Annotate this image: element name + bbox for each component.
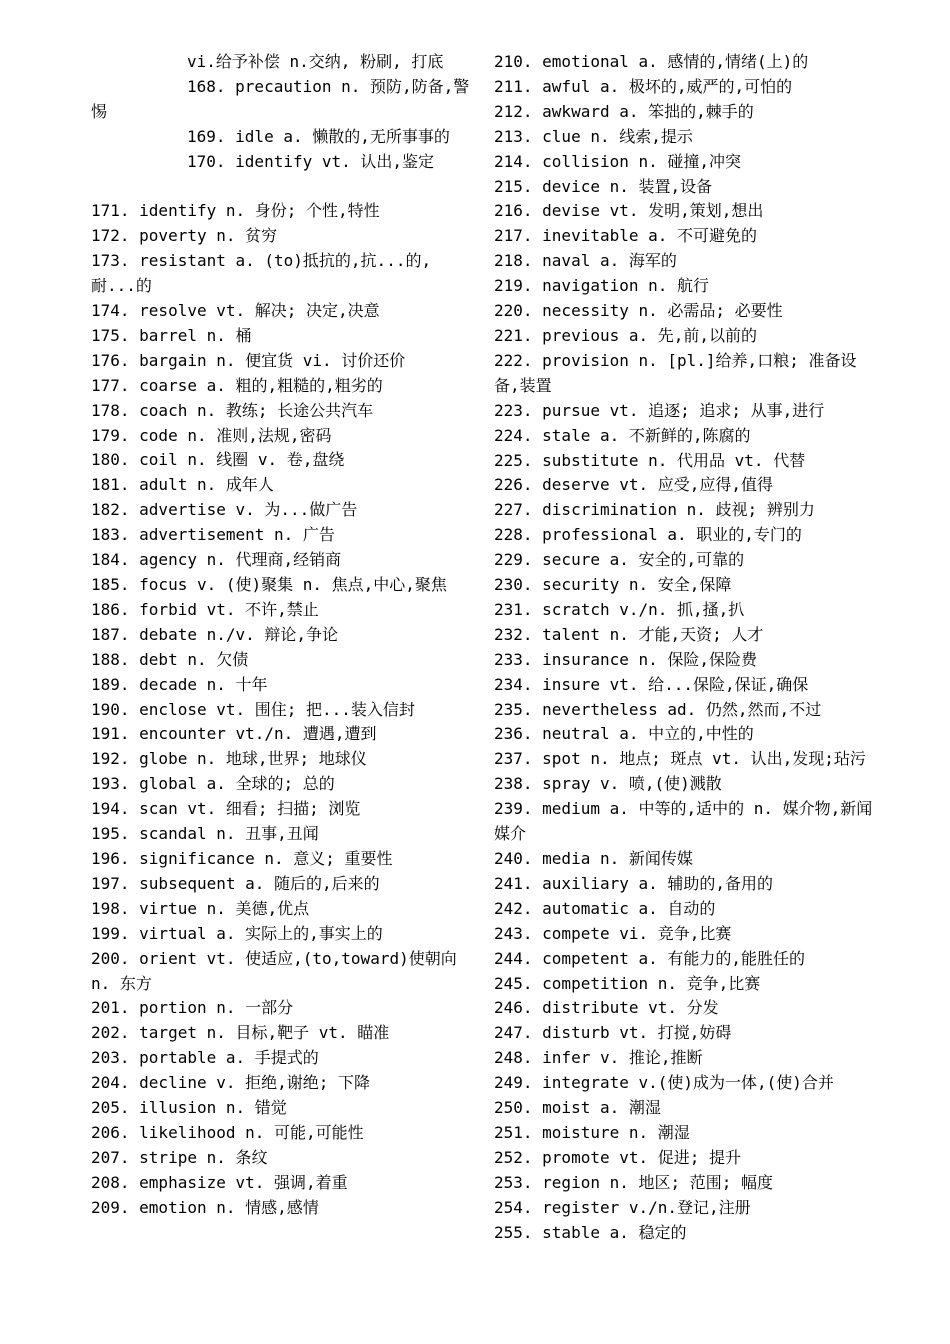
vocab-entry: 168. precaution n. 预防,防备,警惕 — [91, 76, 470, 121]
vocab-entry: 247. disturb vt. 打搅,妨碍 — [494, 1023, 732, 1043]
vocab-entry: 199. virtual a. 实际上的,事实上的 — [91, 923, 383, 943]
vocab-entry: 186. forbid vt. 不许,禁止 — [91, 599, 319, 619]
vocab-entry: 201. portion n. 一部分 — [91, 998, 294, 1018]
vocab-entry: 183. advertisement n. 广告 — [91, 525, 335, 545]
vocab-entry: 202. target n. 目标,靶子 vt. 瞄准 — [91, 1023, 390, 1043]
vocab-entry: 188. debt n. 欠债 — [91, 649, 249, 669]
vocab-entry: 194. scan vt. 细看; 扫描; 浏览 — [91, 799, 361, 819]
vocab-entry: 196. significance n. 意义; 重要性 — [91, 848, 393, 868]
vocab-entry: 233. insurance n. 保险,保险费 — [494, 649, 758, 669]
vocab-entry: 207. stripe n. 条纹 — [91, 1147, 268, 1167]
vocab-entry: 230. security n. 安全,保障 — [494, 575, 732, 595]
vocab-entry: 211. awful a. 极坏的,威严的,可怕的 — [494, 76, 793, 96]
vocab-entry: 255. stable a. 稳定的 — [494, 1222, 687, 1242]
vocab-entry: 213. clue n. 线索,提示 — [494, 126, 693, 146]
vocab-entry: 204. decline v. 拒绝,谢绝; 下降 — [91, 1073, 371, 1093]
vocab-entry: 229. secure a. 安全的,可靠的 — [494, 550, 745, 570]
vocab-entry: 190. enclose vt. 围住; 把...装入信封 — [91, 699, 415, 719]
vocab-entry: 219. navigation n. 航行 — [494, 276, 710, 296]
vocab-entry: 243. compete vi. 竞争,比赛 — [494, 923, 732, 943]
vocab-entry: 173. resistant a. (to)抵抗的,抗...的,耐...的 — [91, 251, 432, 296]
vocab-entry: 169. idle a. 懒散的,无所事事的 — [187, 126, 450, 146]
vocab-entry: 205. illusion n. 错觉 — [91, 1098, 287, 1118]
vocab-entry: 182. advertise v. 为...做广告 — [91, 500, 358, 520]
vocab-entry: 220. necessity n. 必需品; 必要性 — [494, 301, 783, 321]
vocab-entry: 184. agency n. 代理商,经销商 — [91, 550, 342, 570]
vocab-entry: 218. naval a. 海军的 — [494, 251, 677, 271]
vocab-entry: 252. promote vt. 促进; 提升 — [494, 1147, 742, 1167]
vocab-entry: 245. competition n. 竞争,比赛 — [494, 973, 761, 993]
vocab-entry: 185. focus v. (使)聚集 n. 焦点,中心,聚焦 — [91, 575, 447, 595]
vocab-entry: 239. medium a. 中等的,适中的 n. 媒介物,新闻媒介 — [494, 799, 873, 844]
vocab-entry: 206. likelihood n. 可能,可能性 — [91, 1122, 364, 1142]
vocab-entry: 191. encounter vt./n. 遭遇,遭到 — [91, 724, 377, 744]
vocab-entry: 228. professional a. 职业的,专门的 — [494, 525, 802, 545]
vocab-entry: 192. globe n. 地球,世界; 地球仪 — [91, 749, 367, 769]
vocab-entry: 226. deserve vt. 应受,应得,值得 — [494, 475, 774, 495]
vocab-entry: 242. automatic a. 自动的 — [494, 898, 716, 918]
vocab-entry: 248. infer v. 推论,推断 — [494, 1048, 703, 1068]
vocab-entry: 197. subsequent a. 随后的,后来的 — [91, 873, 380, 893]
vocab-entry: 203. portable a. 手提式的 — [91, 1048, 319, 1068]
vocab-entry: 217. inevitable a. 不可避免的 — [494, 226, 758, 246]
vocab-entry: 179. code n. 准则,法规,密码 — [91, 425, 332, 445]
vocab-entry: 227. discrimination n. 歧视; 辨别力 — [494, 500, 815, 520]
right-column — [494, 50, 874, 1246]
vocab-entry: 238. spray v. 喷,(使)溅散 — [494, 774, 722, 794]
vocab-entry: 216. devise vt. 发明,策划,想出 — [494, 201, 764, 221]
vocab-entry: 212. awkward a. 笨拙的,棘手的 — [494, 101, 754, 121]
vocab-entry: 174. resolve vt. 解决; 决定,决意 — [91, 301, 380, 321]
vocab-entry: 176. bargain n. 便宜货 vi. 讨价还价 — [91, 350, 406, 370]
vocab-entry: 234. insure vt. 给...保险,保证,确保 — [494, 674, 809, 694]
vocab-entry: 235. nevertheless ad. 仍然,然而,不过 — [494, 699, 822, 719]
vocab-entry: 240. media n. 新闻传媒 — [494, 849, 693, 868]
vocab-entry: vi.给予补偿 n.交纳, 粉刷, 打底 — [187, 52, 444, 71]
vocab-entry: 189. decade n. 十年 — [91, 674, 268, 694]
vocab-entry: 210. emotional a. 感情的,情绪(上)的 — [494, 52, 809, 71]
vocab-entry: 170. identify vt. 认出,鉴定 — [187, 151, 435, 171]
blank-line — [91, 175, 471, 200]
vocab-entry: 177. coarse a. 粗的,粗糙的,粗劣的 — [91, 375, 383, 395]
vocab-entry: 253. region n. 地区; 范围; 幅度 — [494, 1172, 774, 1192]
vocab-entry: 224. stale a. 不新鲜的,陈腐的 — [494, 425, 751, 445]
vocab-entry: 195. scandal n. 丑事,丑闻 — [91, 824, 319, 844]
vocab-entry: 246. distribute vt. 分发 — [494, 998, 719, 1018]
vocab-entry: 251. moisture n. 潮湿 — [494, 1122, 690, 1142]
vocab-entry: 175. barrel n. 桶 — [91, 325, 252, 345]
vocab-entry: 236. neutral a. 中立的,中性的 — [494, 724, 754, 744]
vocab-entry: 222. provision n. [pl.]给养,口粮; 准备设备,装置 — [494, 350, 857, 395]
vocab-entry: 181. adult n. 成年人 — [91, 475, 274, 495]
vocab-entry: 225. substitute n. 代用品 vt. 代替 — [494, 450, 806, 470]
vocab-entry: 214. collision n. 碰撞,冲突 — [494, 151, 742, 171]
vocab-entry: 187. debate n./v. 辩论,争论 — [91, 624, 339, 644]
vocab-entry: 180. coil n. 线圈 v. 卷,盘绕 — [91, 450, 345, 470]
vocab-entry: 193. global a. 全球的; 总的 — [91, 774, 335, 794]
vocab-entry: 237. spot n. 地点; 斑点 vt. 认出,发现;玷污 — [494, 749, 866, 769]
vocab-entry: 172. poverty n. 贫穷 — [91, 226, 278, 246]
vocab-entry: 244. competent a. 有能力的,能胜任的 — [494, 948, 806, 968]
vocab-entry: 254. register v./n.登记,注册 — [494, 1197, 751, 1217]
vocab-entry: 215. device n. 装置,设备 — [494, 176, 713, 196]
vocab-entry: 208. emphasize vt. 强调,着重 — [91, 1172, 348, 1192]
vocab-entry: 231. scratch v./n. 抓,搔,扒 — [494, 599, 745, 619]
vocab-entry: 200. orient vt. 使适应,(to,toward)使朝向 n. 东方 — [91, 948, 467, 993]
vocab-entry: 241. auxiliary a. 辅助的,备用的 — [494, 873, 774, 893]
vocab-entry: 221. previous a. 先,前,以前的 — [494, 325, 758, 345]
left-column — [91, 50, 471, 1221]
vocab-entry: 198. virtue n. 美德,优点 — [91, 898, 310, 918]
vocab-entry: 209. emotion n. 情感,感情 — [91, 1197, 319, 1217]
vocab-entry: 249. integrate v.(使)成为一体,(使)合并 — [494, 1073, 834, 1093]
vocab-entry: 171. identify n. 身份; 个性,特性 — [91, 201, 380, 221]
vocab-entry: 223. pursue vt. 追逐; 追求; 从事,进行 — [494, 400, 825, 420]
vocab-entry: 232. talent n. 才能,天资; 人才 — [494, 624, 764, 644]
vocab-entry: 250. moist a. 潮湿 — [494, 1098, 661, 1118]
vocab-entry: 178. coach n. 教练; 长途公共汽车 — [91, 400, 374, 420]
